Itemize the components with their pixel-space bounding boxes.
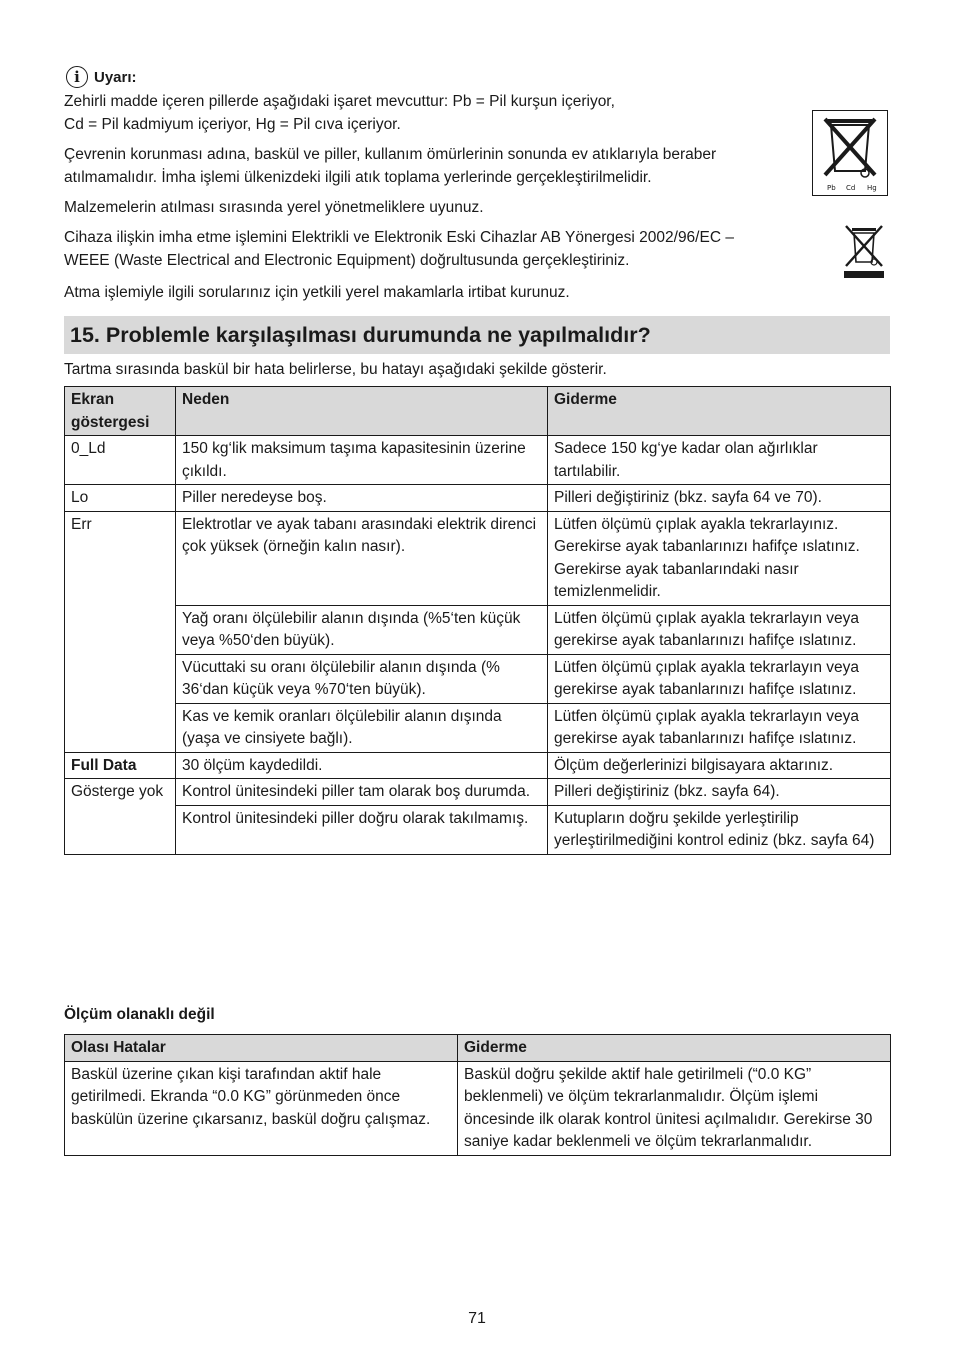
table-row bbox=[65, 485, 891, 512]
fix-cell: Lütfen ölçümü çıplak ayakla tekrarlayın veya gerekirse ayak tabanlarınızı hafifçe ıslatınız. bbox=[548, 703, 891, 752]
display-cell: Full Data bbox=[65, 752, 176, 779]
crossed-bin-battery-icon bbox=[813, 111, 887, 195]
measurement-subtitle: Ölçüm olanaklı değil bbox=[64, 1006, 215, 1023]
table-row bbox=[65, 805, 891, 854]
table-row bbox=[65, 654, 891, 703]
cause-cell: Kontrol ünitesindeki piller tam olarak boş durumda. bbox=[176, 779, 548, 806]
cause-cell: Piller neredeyse boş. bbox=[176, 485, 548, 512]
fix-cell: Kutupların doğru şekilde yerleştirilip yerleştirilmediğini kontrol ediniz (bkz. sayfa 64) bbox=[548, 805, 891, 854]
cause-cell: Yağ oranı ölçülebilir alanın dışında (%5‘ten küçük veya %50‘den büyük). bbox=[176, 605, 548, 654]
cd-label: Cd bbox=[846, 184, 856, 192]
table-row bbox=[65, 436, 891, 485]
crossed-bin-icon bbox=[840, 220, 888, 280]
column-header: Giderme bbox=[458, 1035, 891, 1062]
cause-cell: Kontrol ünitesindeki piller doğru olarak takılmamış. bbox=[176, 805, 548, 854]
fix-cell: Sadece 150 kg‘ye kadar olan ağırlıklar tartılabilir. bbox=[548, 436, 891, 485]
warning-paragraph: Atma işlemiyle ilgili sorularınız için yetkili yerel makamlarla irtibat kurunuz. bbox=[64, 284, 570, 301]
table-row bbox=[65, 752, 891, 779]
warning-paragraph: Malzemelerin atılması sırasında yerel yönetmeliklere uyunuz. bbox=[64, 199, 484, 216]
fix-cell: Pilleri değiştiriniz (bkz. sayfa 64 ve 70). bbox=[548, 485, 891, 512]
error-cell: Baskül üzerine çıkan kişi tarafından aktif hale getirilmedi. Ekranda “0.0 KG” görünmeden önce baskülün üzerine çıkarsanız, baskül doğru çalışmaz. bbox=[65, 1061, 458, 1155]
table-row bbox=[65, 511, 891, 605]
fix-cell: Baskül doğru şekilde aktif hale getirilmeli (“0.0 KG” beklenmeli) ve ölçüm tekrarlanmalıdır. Ölçüm işlemi öncesinde ilk olarak kontrol ünitesi açılmalıdır. Gerekirse 30 saniye kadar beklenmeli ve ölçüm tekrarlanmalıdır. bbox=[458, 1061, 891, 1155]
fix-cell: Ölçüm değerlerinizi bilgisayara aktarınız. bbox=[548, 752, 891, 779]
cause-cell: 30 ölçüm kaydedildi. bbox=[176, 752, 548, 779]
table-header-row bbox=[65, 387, 891, 436]
display-cell: Lo bbox=[65, 485, 176, 512]
warning-header bbox=[64, 64, 890, 90]
warning-paragraph: Cihaza ilişkin imha etme işlemini Elektrikli ve Elektronik Eski Cihazlar AB Yönergesi 2002/96/EC – WEEE (Waste Electrical and Electronic Equipment) doğrultusunda gerçekleştiriniz. bbox=[64, 229, 734, 269]
error-table bbox=[64, 386, 891, 855]
column-header: Neden bbox=[176, 387, 548, 436]
display-cell: Gösterge yok bbox=[65, 779, 176, 855]
warning-paragraph: Zehirli madde içeren pillerde aşağıdaki işaret mevcuttur: Pb = Pil kurşun içeriyor, Cd = Pil kadmiyum içeriyor, Hg = Pil cıva içeriyor. bbox=[64, 93, 615, 133]
fix-cell: Pilleri değiştiriniz (bkz. sayfa 64). bbox=[548, 779, 891, 806]
pb-label: Pb bbox=[827, 184, 836, 192]
display-cell: 0_Ld bbox=[65, 436, 176, 485]
display-cell: Err bbox=[65, 511, 176, 752]
fix-cell: Lütfen ölçümü çıplak ayakla tekrarlayın veya gerekirse ayak tabanlarınızı hafifçe ıslatınız. bbox=[548, 654, 891, 703]
fix-cell: Lütfen ölçümü çıplak ayakla tekrarlayın veya gerekirse ayak tabanlarınızı hafifçe ıslatınız. bbox=[548, 605, 891, 654]
battery-disposal-icon bbox=[812, 110, 888, 196]
column-header: Olası Hatalar bbox=[65, 1035, 458, 1062]
measurement-table bbox=[64, 1034, 891, 1156]
section-intro: Tartma sırasında baskül bir hata belirlerse, bu hatayı aşağıdaki şekilde gösterir. bbox=[64, 361, 607, 378]
table-row bbox=[65, 703, 891, 752]
cause-cell: 150 kg‘lik maksimum taşıma kapasitesinin üzerine çıkıldı. bbox=[176, 436, 548, 485]
column-header: Giderme bbox=[548, 387, 891, 436]
fix-cell: Lütfen ölçümü çıplak ayakla tekrarlayınız. Gerekirse ayak tabanlarınızı hafifçe ıslatınız. Gerekirse ayak tabanlarındaki nasır temizlenmelidir. bbox=[548, 511, 891, 605]
table-row bbox=[65, 605, 891, 654]
cause-cell: Elektrotlar ve ayak tabanı arasındaki elektrik direnci çok yüksek (örneğin kalın nasır). bbox=[176, 511, 548, 605]
table-row bbox=[65, 1061, 891, 1155]
column-header: Ekran göstergesi bbox=[65, 387, 176, 436]
table-row bbox=[65, 779, 891, 806]
info-icon: i bbox=[66, 66, 88, 88]
page-number: 71 bbox=[468, 1310, 486, 1327]
warning-paragraph: Çevrenin korunması adına, baskül ve piller, kullanım ömürlerinin sonunda ev atıklarıyla beraber atılmamalıdır. İmha işlemi ülkenizdeki ilgili atık toplama yerlerinde gerçekleştirilmelidir. bbox=[64, 146, 717, 186]
table-header-row bbox=[65, 1035, 891, 1062]
weee-icon bbox=[840, 220, 888, 280]
section-title: 15. Problemle karşılaşılması durumunda ne yapılmalıdır? bbox=[64, 316, 890, 354]
hg-label: Hg bbox=[867, 184, 877, 192]
cause-cell: Kas ve kemik oranları ölçülebilir alanın dışında (yaşa ve cinsiyete bağlı). bbox=[176, 703, 548, 752]
cause-cell: Vücuttaki su oranı ölçülebilir alanın dışında (% 36‘dan küçük veya %70‘ten büyük). bbox=[176, 654, 548, 703]
warning-block bbox=[64, 64, 890, 304]
warning-title: Uyarı: bbox=[94, 68, 137, 86]
